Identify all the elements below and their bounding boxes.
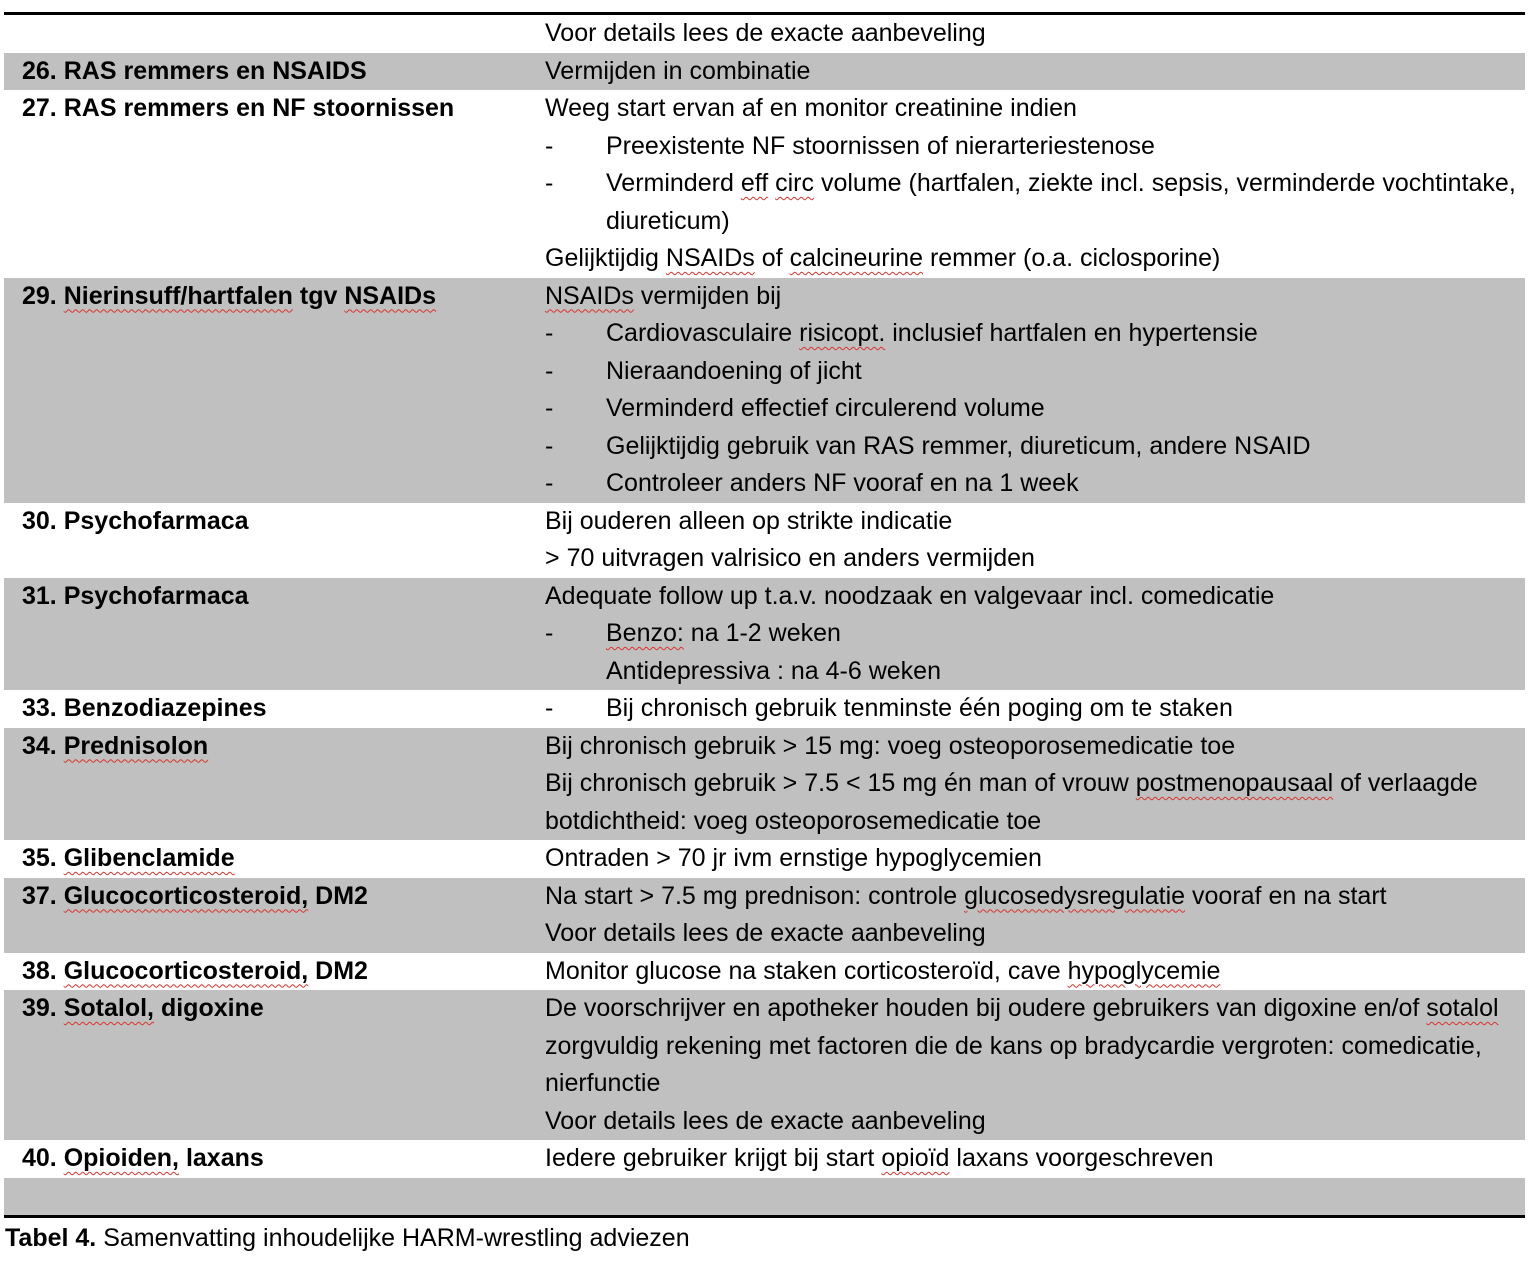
table-row bbox=[4, 840, 1525, 878]
bullet-text: Preexistente NF stoornissen of nierarteriestenose bbox=[606, 131, 1155, 160]
bullet-text: Nieraandoening of jicht bbox=[606, 356, 862, 385]
table-row bbox=[4, 15, 1525, 53]
row-advice bbox=[545, 1140, 1525, 1178]
table-row bbox=[4, 1178, 1525, 1216]
spellcheck-word: calcineurine bbox=[789, 244, 923, 272]
row-heading: 34. Prednisolon bbox=[4, 728, 545, 841]
spellcheck-word: postmenopausaal bbox=[1135, 769, 1334, 797]
advice-line: Na start > 7.5 mg prednison: controle glucosedysregulatie vooraf en na start bbox=[545, 881, 1387, 910]
bullet-marker: - bbox=[545, 169, 554, 197]
row-advice bbox=[545, 878, 1525, 953]
row-heading: 39. Sotalol, digoxine bbox=[4, 990, 545, 1140]
advice-line: Voor details lees de exacte aanbeveling bbox=[545, 1106, 986, 1135]
table-row bbox=[4, 878, 1525, 953]
table-row bbox=[4, 503, 1525, 578]
bullet-item bbox=[545, 353, 1519, 391]
row-heading: 26. RAS remmers en NSAIDS bbox=[4, 53, 545, 91]
spellcheck-word: risicopt. bbox=[799, 319, 886, 347]
table-row bbox=[4, 90, 1525, 278]
spellcheck-word: hypoglycemie bbox=[1067, 956, 1221, 985]
bullet-marker: - bbox=[545, 431, 554, 460]
row-advice bbox=[545, 53, 1525, 91]
table-row bbox=[4, 690, 1525, 728]
row-advice bbox=[545, 90, 1525, 278]
table-row bbox=[4, 990, 1525, 1140]
spellcheck-word: Sotalol, bbox=[63, 994, 155, 1022]
bullet-text: Controleer anders NF vooraf en na 1 week bbox=[606, 469, 1079, 497]
spellcheck-word: opioïd bbox=[881, 1144, 950, 1172]
row-heading: 31. Psychofarmaca bbox=[4, 578, 545, 691]
indented-line: Antidepressiva : na 4-6 weken bbox=[606, 656, 941, 685]
bullet-marker: - bbox=[545, 469, 554, 497]
row-heading: 27. RAS remmers en NF stoornissen bbox=[22, 94, 455, 122]
advice-line: Voor details lees de exacte aanbeveling bbox=[545, 919, 986, 947]
spellcheck-word: Glucocorticosteroid, bbox=[63, 881, 309, 910]
row-heading bbox=[4, 1178, 545, 1216]
table-row bbox=[4, 1140, 1525, 1178]
harm-wrestling-table bbox=[4, 15, 1525, 1215]
bullet-item bbox=[545, 465, 1519, 503]
advice-line: Iedere gebruiker krijgt bij start opioïd laxans voorgeschreven bbox=[545, 1144, 1214, 1172]
table-row bbox=[4, 278, 1525, 503]
row-advice bbox=[545, 1178, 1525, 1216]
row-advice bbox=[545, 953, 1525, 991]
row-advice bbox=[545, 690, 1525, 728]
bullet-item bbox=[545, 390, 1519, 428]
bullet-text: Bij chronisch gebruik tenminste één poging om te staken bbox=[606, 694, 1233, 722]
row-advice bbox=[545, 503, 1525, 578]
advice-line: Bij ouderen alleen op strikte indicatie bbox=[545, 506, 953, 535]
spellcheck-word: Glucocorticosteroid, bbox=[63, 956, 309, 985]
advice-line: Bij chronisch gebruik > 7.5 < 15 mg én man of vrouw postmenopausaal of verlaagde botdichtheid: voeg osteoporosemedicatie toe bbox=[545, 769, 1478, 835]
row-heading: 30. Psychofarmaca bbox=[22, 506, 249, 535]
advice-line: Adequate follow up t.a.v. noodzaak en valgevaar incl. comedicatie bbox=[545, 581, 1275, 610]
advice-line: Weeg start ervan af en monitor creatinine indien bbox=[545, 94, 1077, 122]
spellcheck-word: Glibenclamide bbox=[63, 844, 235, 872]
bullet-marker: - bbox=[545, 394, 554, 422]
spellcheck-word: NSAIDs bbox=[545, 281, 634, 310]
advice-line: De voorschrijver en apotheker houden bij oudere gebruikers van digoxine en/of sotalol zorgvuldig rekening met factoren die de kans op bradycardie vergroten: comedicatie, nierfunctie bbox=[545, 994, 1499, 1097]
advice-line: Ontraden > 70 jr ivm ernstige hypoglycemien bbox=[545, 844, 1042, 872]
row-heading: 38. Glucocorticosteroid, DM2 bbox=[22, 956, 368, 985]
table-row bbox=[4, 578, 1525, 691]
row-heading: 33. Benzodiazepines bbox=[22, 694, 267, 722]
advice-line: Gelijktijdig NSAIDs of calcineurine remmer (o.a. ciclosporine) bbox=[545, 244, 1221, 272]
bullet-marker: - bbox=[545, 619, 554, 647]
bullet-marker: - bbox=[545, 356, 554, 385]
bullet-text: Verminderd effectief circulerend volume bbox=[606, 394, 1045, 422]
row-advice bbox=[545, 728, 1525, 841]
spellcheck-word: circ bbox=[775, 169, 814, 197]
spellcheck-word: NSAIDs bbox=[344, 281, 437, 310]
spellcheck-word: NSAIDs bbox=[665, 244, 755, 272]
spellcheck-word: glucosedysregulatie bbox=[964, 881, 1186, 910]
table-row bbox=[4, 728, 1525, 841]
advice-line: Monitor glucose na staken corticosteroïd, cave hypoglycemie bbox=[545, 956, 1221, 985]
bullet-text: Gelijktijdig gebruik van RAS remmer, diureticum, andere NSAID bbox=[606, 431, 1311, 460]
bullet-item bbox=[545, 428, 1519, 466]
caption-label: Tabel 4. bbox=[5, 1224, 97, 1252]
row-advice bbox=[545, 278, 1525, 503]
spellcheck-word: sotalol bbox=[1426, 994, 1499, 1022]
bullet-text: Benzo: na 1-2 weken bbox=[606, 619, 841, 647]
spellcheck-word: Nierinsuff/hartfalen bbox=[63, 281, 293, 310]
bullet-item bbox=[545, 690, 1519, 728]
bullet-item bbox=[545, 315, 1519, 353]
row-heading: 29. Nierinsuff/hartfalen tgv NSAIDs bbox=[4, 278, 545, 503]
advice-line: > 70 uitvragen valrisico en anders vermijden bbox=[545, 544, 1035, 572]
bullet-text: Cardiovasculaire risicopt. inclusief hartfalen en hypertensie bbox=[606, 319, 1258, 347]
spellcheck-word: Benzo: bbox=[606, 619, 684, 647]
row-heading: 37. Glucocorticosteroid, DM2 bbox=[4, 878, 545, 953]
spellcheck-word: Opioiden, bbox=[63, 1144, 179, 1172]
table-row bbox=[4, 53, 1525, 91]
row-advice bbox=[545, 840, 1525, 878]
bullet-item bbox=[545, 165, 1519, 240]
advice-line: NSAIDs vermijden bij bbox=[545, 281, 782, 310]
advice-line: Bij chronisch gebruik > 15 mg: voeg osteoporosemedicatie toe bbox=[545, 731, 1236, 760]
row-heading: 35. Glibenclamide bbox=[22, 844, 235, 872]
row-advice bbox=[545, 15, 1525, 53]
row-advice bbox=[545, 990, 1525, 1140]
table-body bbox=[4, 15, 1525, 1215]
bullet-marker: - bbox=[545, 694, 554, 722]
spellcheck-word: eff bbox=[740, 169, 769, 197]
table-caption bbox=[4, 1218, 1525, 1258]
row-advice bbox=[545, 578, 1525, 691]
bullet-text: Verminderd eff circ volume (hartfalen, ziekte incl. sepsis, verminderde vochtintake, diureticum) bbox=[606, 169, 1516, 235]
bullet-marker: - bbox=[545, 131, 554, 160]
document-table-page bbox=[4, 12, 1525, 1258]
table-row bbox=[4, 953, 1525, 991]
bullet-marker: - bbox=[545, 319, 554, 347]
row-heading: 40. Opioiden, laxans bbox=[22, 1144, 264, 1172]
caption-text: Samenvatting inhoudelijke HARM-wrestling adviezen bbox=[103, 1224, 690, 1252]
row-heading bbox=[4, 15, 545, 53]
advice-line: Vermijden in combinatie bbox=[545, 56, 811, 85]
bullet-item bbox=[545, 615, 1519, 653]
advice-line: Voor details lees de exacte aanbeveling bbox=[545, 19, 986, 47]
spellcheck-word: Prednisolon bbox=[63, 731, 209, 760]
bullet-item bbox=[545, 128, 1519, 166]
